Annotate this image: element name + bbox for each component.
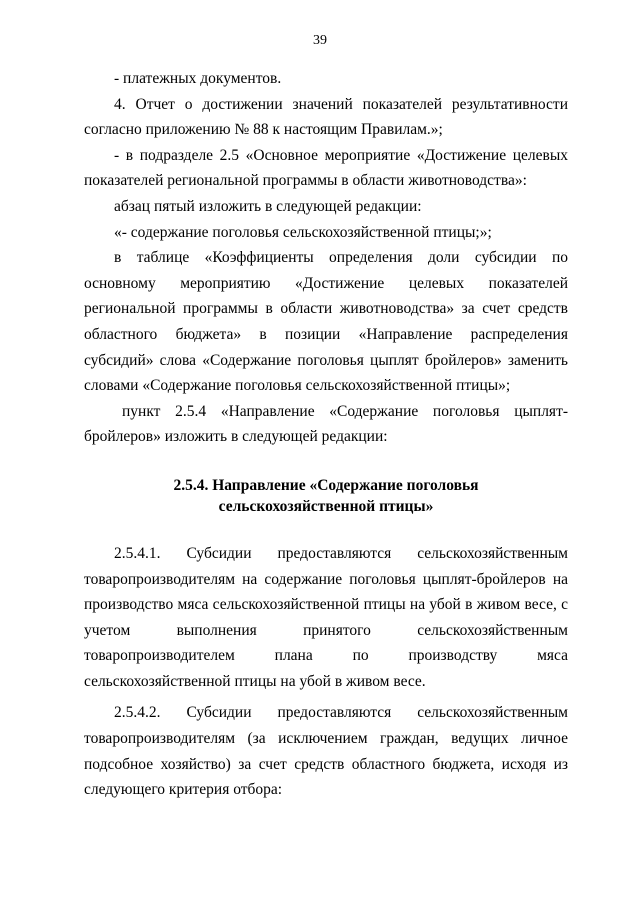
paragraph: 2.5.4.1. Субсидии предоставляются сельскохозяйственным товаропроизводителям на содержание поголовья цыплят-бройлеров на производство мяса сельскохозяйственной птицы на убой в живом весе, с учетом выполнения принятого сельскохозяйственным товаропроизводителем плана по производству мяса сельскохозяйственной птицы на убой в живом весе.: [84, 544, 568, 690]
page-number: 39: [313, 33, 327, 48]
document-body: [84, 66, 568, 803]
paragraph: 2.5.4.2. Субсидии предоставляются сельскохозяйственным товаропроизводителям (за исключением граждан, ведущих личное подсобное хозяйство) за счет средств областного бюджета, исходя из следующего критерия отбора:: [84, 704, 568, 799]
paragraph: - в подразделе 2.5 «Основное мероприятие «Достижение целевых показателей региональной программы в области животноводства»:: [84, 146, 568, 190]
paragraph: «- содержание поголовья сельскохозяйственной птицы;»;: [114, 223, 492, 241]
section-heading-line: сельскохозяйственной птицы»: [218, 497, 434, 515]
paragraph: абзац пятый изложить в следующей редакции:: [114, 197, 422, 215]
paragraph: в таблице «Коэффициенты определения доли субсидии по основному мероприятию «Достижение целевых показателей региональной программы в области животноводства» за счет средств областного бюджета» в позиции «Направление распределения субсидий» слова «Содержание поголовья цыплят бройлеров» заменить словами «Содержание поголовья сельскохозяйственной птицы»;: [84, 249, 568, 395]
paragraph: 4. Отчет о достижении значений показателей результативности согласно приложению № 88 к настоящим Правилам.»;: [84, 95, 568, 139]
paragraph: - платежных документов.: [114, 70, 282, 87]
section-heading: [84, 475, 568, 517]
paragraph: пункт 2.5.4 «Направление «Содержание поголовья цыплят-бройлеров» изложить в следующей редакции:: [84, 402, 568, 446]
section-heading-line: 2.5.4. Направление «Содержание поголовья: [173, 476, 479, 494]
